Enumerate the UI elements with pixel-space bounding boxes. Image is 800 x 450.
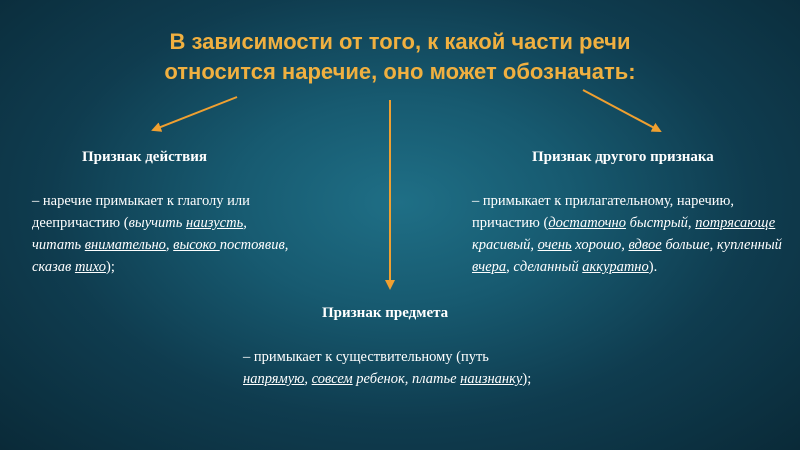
text-other-feature [472, 190, 792, 278]
example-adverb: вдвое [628, 237, 662, 253]
text-part: , [165, 237, 174, 253]
title-line-1: В зависимости от того, к какой части речи [169, 29, 631, 54]
text-part: , сделанный [506, 259, 583, 275]
text-part: красивый, [472, 237, 538, 253]
title-line-2: относится наречие, оно может обозначать: [164, 59, 636, 84]
text-part: постоявив, сказав [32, 237, 289, 275]
text-part: хорошо, [571, 237, 629, 253]
example-adverb: наизусть [186, 215, 244, 231]
example-adverb: потрясающе [695, 215, 776, 231]
example-adverb: напрямую [243, 371, 305, 387]
example-adverb: вчера [472, 259, 507, 275]
example-adverb: достаточно [548, 215, 626, 231]
heading-object-feature: Признак предмета [322, 305, 449, 321]
text-part: , [304, 371, 312, 387]
example-word: выучить [128, 215, 186, 231]
text-part: – примыкает к прилагательному, наречию, причастию ( [472, 193, 734, 231]
arrow-right [583, 90, 660, 131]
arrow-left [153, 97, 237, 130]
example-adverb: очень [537, 237, 572, 253]
example-adverb: наизнанку [460, 371, 523, 387]
text-part: , читать [32, 215, 247, 253]
text-part: ребенок, платье [352, 371, 461, 387]
example-adverb: совсем [311, 371, 353, 387]
heading-other-feature: Признак другого признака [532, 149, 714, 165]
text-part: ); [522, 371, 532, 387]
text-part: – примыкает к существительному (путь [243, 349, 489, 365]
heading-action-feature: Признак действия [82, 149, 207, 165]
example-adverb: тихо [74, 259, 106, 275]
example-adverb: высоко [173, 237, 220, 253]
text-part: ); [105, 259, 115, 275]
example-adverb: внимательно [84, 237, 166, 253]
text-part: больше, купленный [661, 237, 782, 253]
text-object-feature [243, 346, 533, 390]
text-part: быстрый, [625, 215, 696, 231]
text-part: – наречие примыкает к глаголу или деепричастию ( [32, 193, 250, 231]
text-part: ). [648, 259, 658, 275]
text-action-feature [32, 190, 292, 278]
example-adverb: аккуратно [582, 259, 649, 275]
